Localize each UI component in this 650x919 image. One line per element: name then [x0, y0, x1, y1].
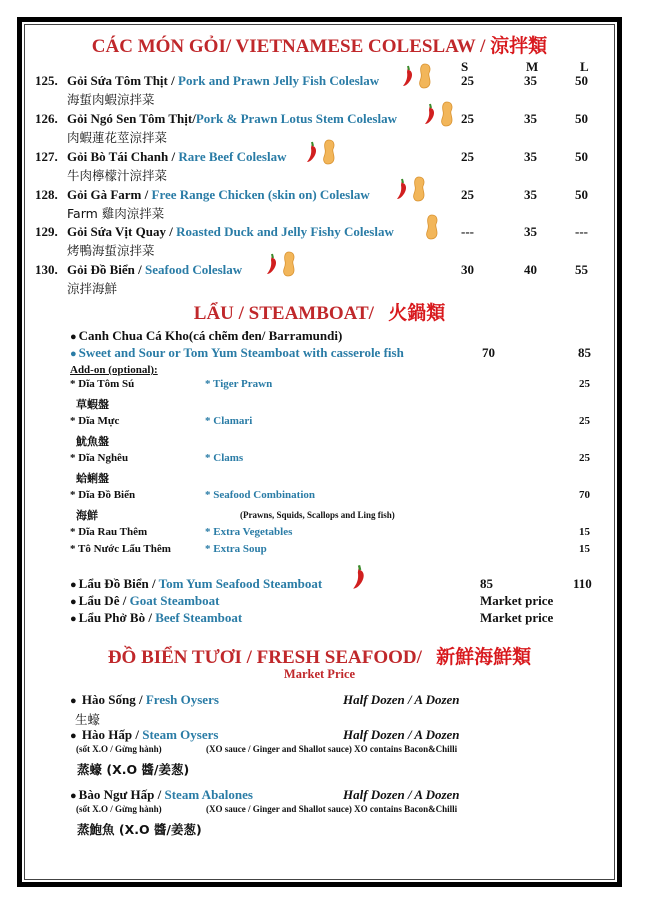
size-header-m: M	[526, 59, 539, 74]
item-name-zh: 牛肉檸檬汁涼拌菜	[67, 168, 168, 183]
price-m: 35	[524, 224, 537, 239]
chili-icon	[306, 141, 318, 163]
chili-icon	[424, 103, 436, 125]
item-name-zh: 涼拌海鮮	[67, 281, 118, 296]
portion: Half Dozen / A Dozen	[343, 727, 460, 742]
price-s: 25	[461, 73, 474, 88]
portion: Half Dozen / A Dozen	[343, 692, 460, 707]
item-name-zh: 烤鴨海蜇涼拌菜	[67, 243, 155, 258]
steamboat-main-vi	[70, 328, 342, 344]
item-name-en: Pork & Prawn Lotus Stem Coleslaw	[195, 111, 397, 126]
item-name-zh: 生蠔	[75, 712, 101, 727]
item-name-vi: Lẩu Dê /	[78, 593, 130, 608]
addon-vi: * Dĩa Tôm Sú	[70, 378, 135, 390]
portion: Half Dozen / A Dozen	[343, 787, 460, 802]
price-l: 50	[575, 149, 588, 164]
addon-note: (Prawns, Squids, Scallops and Ling fish)	[240, 510, 395, 520]
spice-icons	[396, 176, 426, 202]
bullet-icon: ●	[70, 790, 77, 802]
sauce-en: (XO sauce / Ginger and Shallot sauce) XO contains Bacon&Chilli	[206, 744, 458, 754]
item-name	[67, 111, 397, 127]
item-name-vi: Gỏi Sứa Tôm Thịt /	[67, 73, 178, 88]
addon-zh: 蛤蜊盤	[76, 472, 109, 485]
item-name	[70, 787, 253, 803]
item-name-en: Goat Steamboat	[129, 593, 220, 608]
item-name	[67, 187, 370, 203]
peanut-icon	[412, 176, 426, 202]
item-name-vi: Gỏi Gà Farm /	[67, 187, 152, 202]
item-name-vi: Hào Hấp /	[81, 727, 143, 742]
item-name-vi: Gỏi Ngó Sen Tôm Thịt/	[67, 111, 196, 126]
item-name-zh: 蒸鮑魚 (X.O 醬/姜葱)	[77, 822, 202, 837]
bullet-icon: ●	[70, 579, 77, 591]
spice-icons	[402, 63, 432, 89]
addon-vi: * Tô Nước Lẩu Thêm	[70, 543, 171, 555]
chili-icon	[352, 563, 366, 591]
addon-vi: * Dĩa Đồ Biển	[70, 489, 136, 501]
size-header-s: S	[461, 59, 469, 74]
item-name	[70, 692, 219, 708]
price-small: 70	[482, 345, 495, 360]
addon-zh: 海鮮	[76, 509, 98, 522]
section-title-seafood	[24, 642, 615, 669]
price-m: 35	[524, 73, 537, 88]
item-name-vi: Lẩu Phở Bò /	[78, 610, 156, 625]
spice-icons	[425, 214, 439, 240]
addon-price: 25	[579, 378, 590, 390]
addon-price: 25	[579, 415, 590, 427]
chili-icon	[266, 253, 278, 275]
item-number: 127.	[35, 149, 58, 164]
price-m: 35	[524, 187, 537, 202]
peanut-icon	[425, 214, 439, 240]
title-zh: 火鍋類	[388, 302, 446, 324]
title-text: ĐỒ BIỂN TƯƠI / FRESH SEAFOOD/	[107, 647, 437, 668]
item-name	[67, 224, 394, 240]
addon-zh: 魷魚盤	[76, 435, 109, 448]
item-name-vi: Gỏi Sứa Vịt Quay /	[67, 224, 177, 239]
bullet-icon: ●	[70, 596, 77, 608]
item-name-en: Roasted Duck and Jelly Fishy Coleslaw	[176, 224, 394, 239]
price-l: 55	[575, 262, 588, 277]
title-zh: 新鮮海鮮類	[436, 646, 532, 668]
title-text: CÁC MÓN GỎI/ VIETNAMESE COLESLAW /	[91, 36, 491, 57]
addon-price: 25	[579, 452, 590, 464]
price-m: 35	[524, 111, 537, 126]
peanut-icon	[282, 251, 296, 277]
item-name-zh: 肉蝦蓮花莖涼拌菜	[67, 130, 168, 145]
bullet-icon: ●	[70, 730, 77, 742]
title-zh: 涼拌類	[490, 35, 548, 57]
item-number: 125.	[35, 73, 58, 88]
size-header-l: L	[580, 59, 589, 74]
addon-price: 15	[579, 526, 590, 538]
price-l: 50	[575, 73, 588, 88]
item-name	[67, 262, 242, 278]
item-name	[67, 149, 286, 165]
price-s: 30	[461, 262, 474, 277]
item-name-en: Free Range Chicken (skin on) Coleslaw	[151, 187, 370, 202]
price-m: 40	[524, 262, 537, 277]
addon-vi: * Dĩa Mực	[70, 415, 120, 427]
addon-en: * Extra Soup	[205, 543, 267, 555]
price-l: 50	[575, 187, 588, 202]
item-name-en: Pork and Prawn Jelly Fish Coleslaw	[178, 73, 380, 88]
price-l: ---	[575, 224, 588, 239]
item-name-en: Seafood Coleslaw	[145, 262, 243, 277]
item-name-en: Beef Steamboat	[155, 610, 243, 625]
sauce-vi: (sốt X.O / Gừng hành)	[76, 744, 162, 754]
item-number: 128.	[35, 187, 58, 202]
text: Canh Chua Cá Kho(cá chẽm đen/ Barramundi)	[78, 328, 343, 343]
section-title-steamboat	[24, 298, 615, 325]
sauce-en: (XO sauce / Ginger and Shallot sauce) XO contains Bacon&Chilli	[206, 804, 458, 814]
steamboat-main-en	[70, 345, 404, 361]
addon-label: Add-on (optional):	[70, 364, 158, 376]
peanut-icon	[440, 101, 454, 127]
price: Market price	[480, 593, 554, 608]
addon-en: * Clams	[205, 452, 244, 464]
item-name-en: Tom Yum Seafood Steamboat	[158, 576, 323, 591]
item-name	[70, 593, 220, 609]
spice-icons	[352, 563, 366, 591]
item-name-vi: Gỏi Đồ Biển /	[67, 262, 146, 277]
addon-en: * Extra Vegetables	[205, 526, 293, 538]
bullet-icon: ●	[70, 695, 77, 707]
addon-en: * Seafood Combination	[205, 489, 316, 501]
item-number: 130.	[35, 262, 58, 277]
item-number: 129.	[35, 224, 58, 239]
item-name-vi: Lẩu Đồ Biển /	[78, 576, 159, 591]
price-s: 25	[461, 149, 474, 164]
spice-icons	[424, 101, 454, 127]
item-name-zh: Farm 雞肉涼拌菜	[67, 206, 165, 221]
item-number: 126.	[35, 111, 58, 126]
sauce-vi: (sốt X.O / Gừng hành)	[76, 804, 162, 814]
item-name	[67, 73, 379, 89]
item-name-en: Steam Oysers	[142, 727, 219, 742]
item-name	[70, 727, 218, 743]
bullet-icon: ●	[70, 348, 77, 360]
spice-icons	[306, 139, 336, 165]
price-m: 35	[524, 149, 537, 164]
item-name-vi: Hào Sống /	[81, 692, 146, 707]
item-name-vi: Bào Ngư Hấp /	[78, 787, 165, 802]
addon-price: 70	[579, 489, 590, 501]
addon-vi: * Dĩa Nghêu	[70, 452, 129, 464]
peanut-icon	[418, 63, 432, 89]
item-name-en: Steam Abalones	[164, 787, 253, 802]
section-title-coleslaw	[24, 31, 615, 58]
bullet-icon: ●	[70, 331, 77, 343]
item-name	[70, 610, 242, 626]
addon-en: * Clamari	[205, 415, 253, 427]
market-price-subtitle: Market Price	[283, 667, 356, 681]
item-name-en: Fresh Oysers	[145, 692, 219, 707]
price-large: 85	[578, 345, 591, 360]
addon-price: 15	[579, 543, 590, 555]
spice-icons	[266, 251, 296, 277]
bullet-icon: ●	[70, 613, 77, 625]
item-name-zh: 蒸蠔 (X.O 醬/姜葱)	[77, 762, 190, 777]
price-s: 25	[461, 187, 474, 202]
price-s: ---	[461, 224, 474, 239]
peanut-icon	[322, 139, 336, 165]
addon-zh: 草蝦盤	[76, 398, 109, 411]
price-small: 85	[480, 576, 493, 591]
addon-en: * Tiger Prawn	[205, 378, 273, 390]
title-text: LẨU / STEAMBOAT/	[193, 303, 389, 324]
price-large: 110	[573, 576, 592, 591]
text: Sweet and Sour or Tom Yum Steamboat with casserole fish	[78, 345, 404, 360]
item-name-en: Rare Beef Coleslaw	[178, 149, 287, 164]
item-name-zh: 海蜇肉蝦涼拌菜	[67, 92, 155, 107]
chili-icon	[402, 65, 414, 87]
item-name-vi: Gỏi Bò Tái Chanh /	[67, 149, 179, 164]
addon-vi: * Dĩa Rau Thêm	[70, 526, 148, 538]
price-s: 25	[461, 111, 474, 126]
price: Market price	[480, 610, 554, 625]
price-l: 50	[575, 111, 588, 126]
item-name	[70, 576, 322, 592]
chili-icon	[396, 178, 408, 200]
